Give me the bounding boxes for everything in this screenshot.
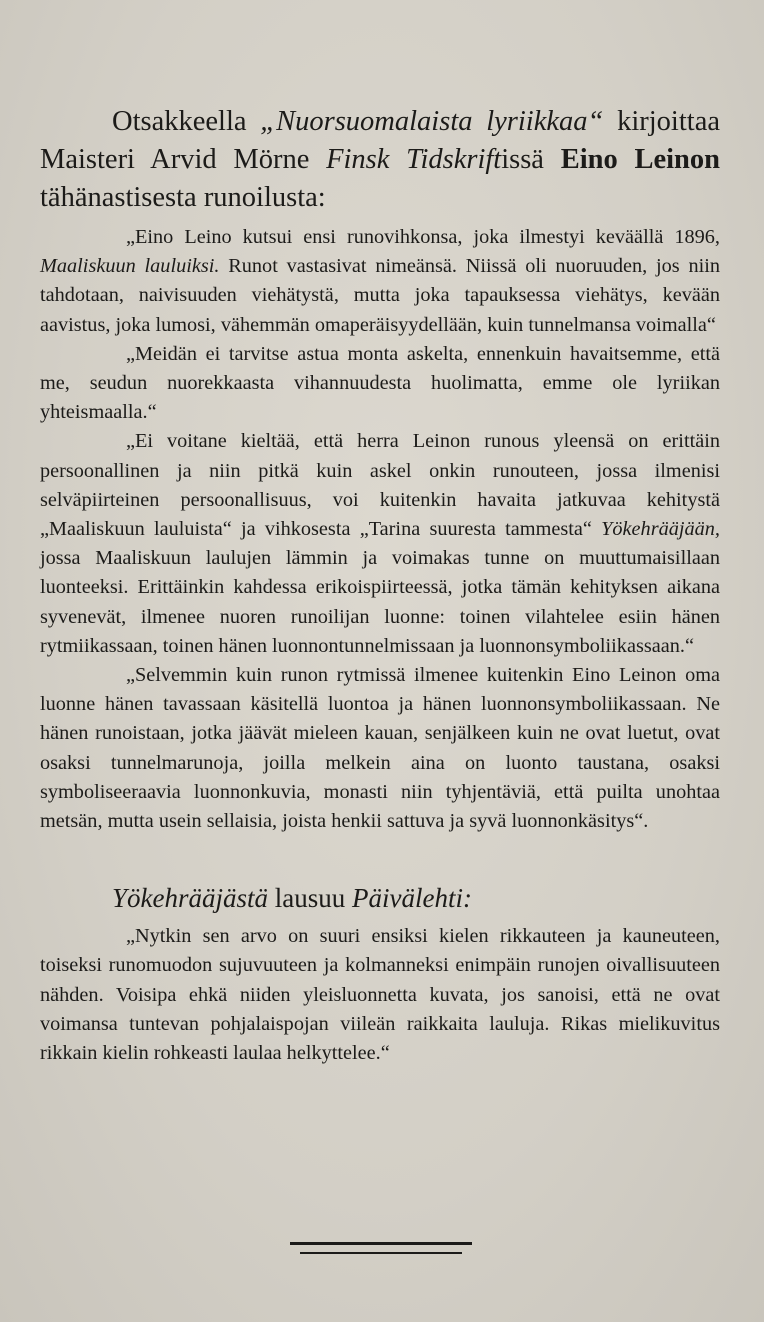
quote-paragraph-5: „Nytkin sen arvo on suuri ensiksi kielen rikkauteen ja kauneuteen, toiseksi runomuodon sujuvuuteen ja kolmanneksi enimpäin runojen oivallisuuteen nähden. Voisipa ehkä niiden yleisluonnetta kuvata, jos sanoisi, että ne ovat voimansa tuntevan pohjalaispojan viileän raikkaita lauluja. Rikas mielikuvitus rikkain kielin rohkeasti laulaa helkyttelee.“ [40,925,720,1065]
divider-rule-top [290,1242,472,1245]
subheading-italic-1: Yökehrääjästä [112,883,269,914]
intro-italic-journal: Finsk Tidskrift [326,144,502,175]
subheading-italic-2: Päivälehti: [352,883,472,914]
intro-text-1: Otsakkeella [112,106,261,137]
subheading-text: lausuu [268,883,353,914]
quote3-text-1: „Ei voitane kieltää, että herra Leinon runous yleensä on erittäin persoonallinen ja niin pitkä kuin askel onkin runouteen, jossa ilmenisi selväpiirteinen persoonallisuus, voi kuitenkin havaita jatkuvaa kehitystä „Maaliskuun lauluista“ ja vihkosesta „Tarina suuresta tammesta“ [40,430,720,541]
quote1-text-2: Runot vastasivat nimeänsä. Niissä oli nuoruuden, jos niin tahdotaan, naivisuuden viehätystä, mutta joka tapauksessa viehätys, kevään aavistus, joka lumosi, vähemmän omaperäisyydellään, kuin tunnelmansa voimalla“ [40,255,720,336]
quote-paragraph-4: „Selvemmin kuin runon rytmissä ilmenee kuitenkin Eino Leinon oma luonne hänen tavassaan käsitellä luontoa ja hänen luonnonsymboliikassaan. Ne hänen runoistaan, jotka jäävät mieleen kauan, senjälkeen kuin ne ovat luetut, ovat osaksi tunnelmarunoja, joilla melkein aina on luonto taustana, osaksi symboliseeraavia luonnonkuvia, monasti niin tyhjentäviä, että puilta unohtaa metsän, mutta usein sellaisia, joista henkii sattuva ja syvä luonnonkäsitys“. [40,664,720,833]
quote1-italic: Maaliskuun lauluiksi. [40,255,220,278]
intro-paragraph [40,103,720,217]
intro-text-3: issä [501,144,561,175]
quote3-text-2: jossa Maaliskuun laulujen lämmin ja voimakas tunne on muuttumaisillaan luonteeksi. Erittäinkin kahdessa erikoispiirteessä, jotka tämän kehityksen aikana syvenevät, ilmenee nuoren runoilijan luonne: toinen vilahtelee esiin hänen rytmiikassaan, toinen hänen luonnontunnelmissaan ja luonnonsymboliikassaan.“ [40,547,720,657]
quote-paragraph-3 [40,427,720,661]
quote3-italic: Yökehrääjään, [601,518,720,541]
divider-rule-bottom [300,1252,462,1254]
intro-text-2: kirjoittaa Maisteri Arvid Mörne [40,106,720,175]
text-block [40,103,720,1068]
intro-italic-title: „Nuorsuomalaista lyriikkaa“ [260,106,604,137]
quote1-text-1: „Eino Leino kutsui ensi runovihkonsa, joka ilmestyi keväällä 1896, [126,226,720,248]
quote-paragraph-1 [40,223,720,340]
subheading [40,880,720,916]
quote-paragraph-2: „Meidän ei tarvitse astua monta askelta, ennenkuin havaitsemme, että me, seudun nuorekkaasta vihannuudesta huolimatta, emme ole lyriikan yhteismaalla.“ [40,342,720,424]
intro-text-4: tähänastisesta runoilusta: [40,182,326,213]
intro-bold-name: Eino Leinon [560,144,720,175]
